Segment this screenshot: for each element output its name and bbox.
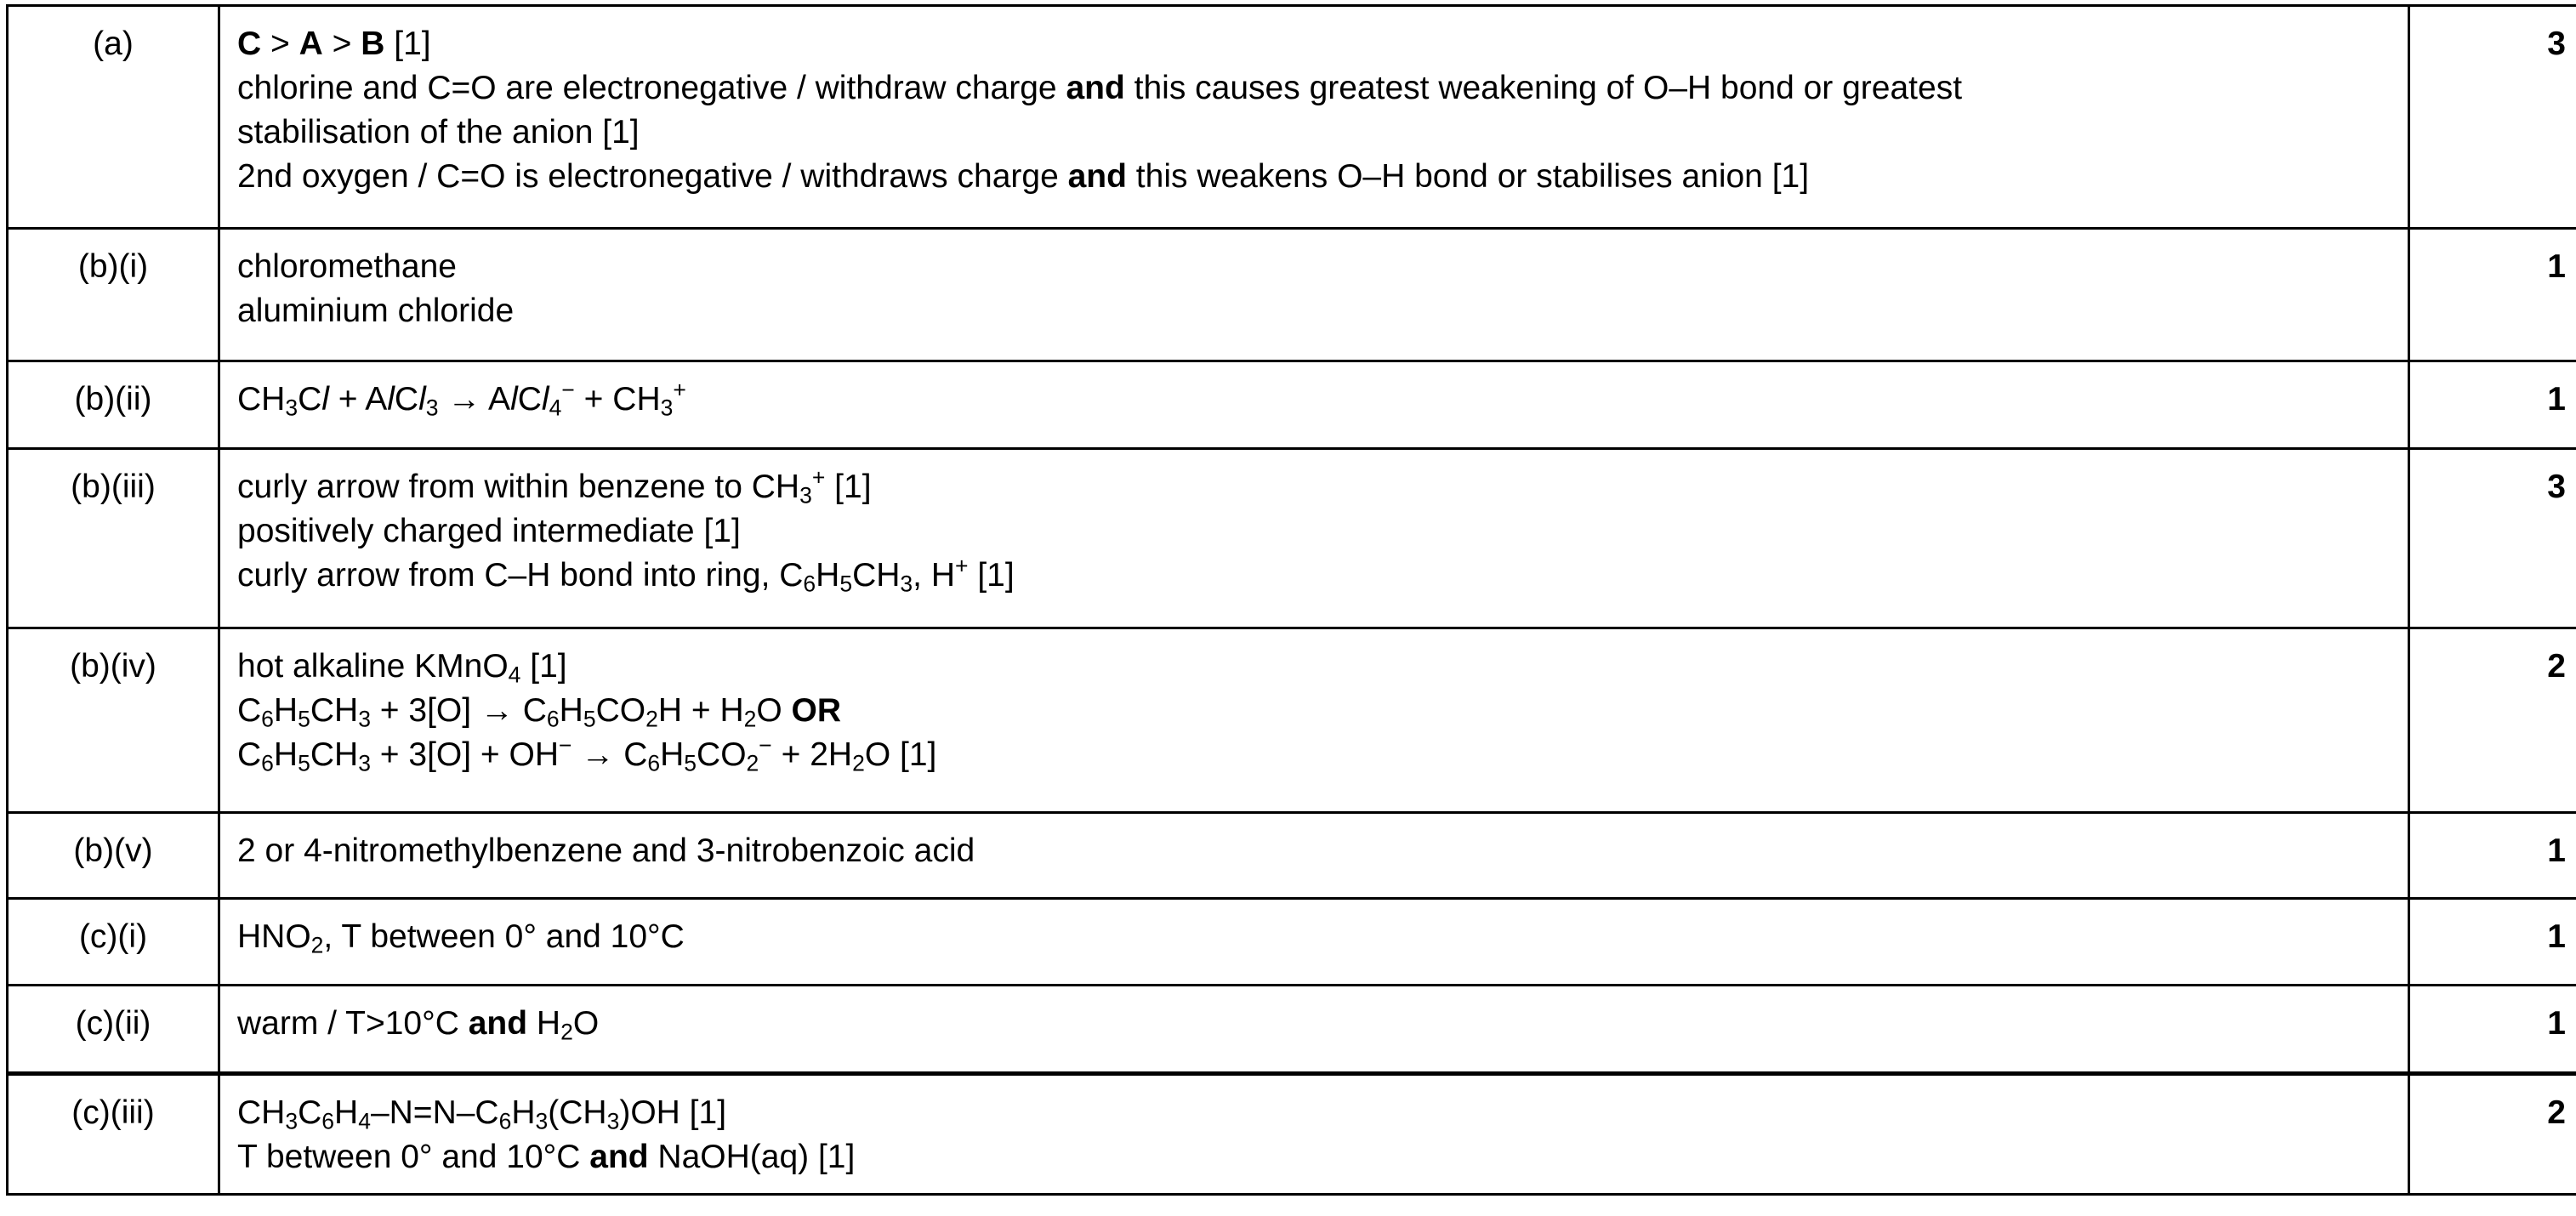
answer-text-segment: and [589, 1139, 649, 1175]
answer-text-segment: and [1067, 158, 1127, 195]
answer-text-segment: [1] [968, 557, 1015, 594]
answer-cell [219, 813, 2409, 899]
mark-scheme-table-continued-body [8, 1075, 2576, 1195]
answer-text-segment: 5 [583, 706, 596, 732]
answer-text-segment: C [298, 1094, 322, 1131]
answer-text-segment: O [756, 692, 792, 729]
answer-text-segment: 4 [508, 662, 521, 688]
answer-line [237, 1091, 2391, 1135]
answer-text-segment: + CH [574, 381, 661, 418]
answer-text-segment: 6 [498, 1108, 512, 1134]
answer-line [237, 554, 2391, 598]
answer-text-segment: A [299, 26, 323, 62]
answer-text-segment: H [273, 692, 299, 729]
answer-text-segment: 3 [285, 1108, 299, 1134]
table-row [8, 899, 2576, 986]
answer-text-segment: + [955, 553, 969, 579]
answer-text-segment: 3 [900, 571, 913, 597]
answer-text-segment: − [559, 732, 572, 759]
answer-text-segment: 3 [660, 395, 674, 421]
table-row [8, 6, 2576, 229]
answer-text-segment: 6 [546, 706, 560, 732]
answer-text-segment: H + H [657, 692, 744, 729]
answer-text-segment: this weakens O–H bond or stabilises anion [1] [1126, 158, 1810, 195]
marks-value: 2 [2409, 628, 2576, 813]
answer-line [237, 733, 2391, 777]
answer-cell [219, 449, 2409, 628]
answer-cell [219, 628, 2409, 813]
answer-text-segment: 6 [321, 1108, 335, 1134]
marks-value: 3 [2409, 6, 2576, 229]
answer-text-segment: [1] [520, 648, 567, 685]
answer-text-segment: curly arrow from within benzene to CH [237, 469, 800, 505]
answer-text-segment: H [660, 736, 685, 773]
question-number: (b)(i) [8, 229, 219, 361]
answer-text-segment: l [510, 381, 518, 418]
answer-text-segment: 2 [310, 932, 324, 958]
answer-cell [219, 229, 2409, 361]
answer-cell [219, 6, 2409, 229]
answer-text-segment: 3 [358, 706, 371, 732]
answer-line [237, 66, 2391, 111]
answer-text-segment: 4 [358, 1108, 371, 1134]
answer-line [237, 378, 2391, 422]
answer-text-segment: curly arrow from C–H bond into ring, C [237, 557, 804, 594]
answer-text-segment: − [759, 732, 772, 759]
answer-text-segment: l [321, 381, 329, 418]
answer-text-segment: l [387, 381, 395, 418]
answer-text-segment: 3 [606, 1108, 620, 1134]
answer-text-segment: CH [852, 557, 901, 594]
answer-text-segment: chloromethane [237, 248, 457, 285]
answer-cell [219, 1075, 2409, 1195]
question-number: (b)(iii) [8, 449, 219, 628]
marks-value: 3 [2409, 449, 2576, 628]
answer-text-segment: + 3[O] → C [370, 692, 547, 729]
answer-text-segment: C [237, 736, 262, 773]
answer-text-segment: hot alkaline KMnO [237, 648, 509, 685]
answer-text-segment: + [811, 464, 826, 491]
answer-text-segment: O [572, 1005, 600, 1042]
answer-text-segment: O [1] [864, 736, 937, 773]
mark-scheme-table-body [8, 6, 2576, 1073]
answer-text-segment: )OH [1] [619, 1094, 727, 1131]
marks-value: 1 [2409, 899, 2576, 986]
table-row [8, 813, 2576, 899]
answer-text-segment: 5 [839, 571, 853, 597]
answer-text-segment: H [334, 1094, 359, 1131]
answer-text-segment: this causes greatest weakening of O–H bond or greatest [1124, 70, 1963, 106]
answer-line [237, 245, 2391, 289]
marks-value: 2 [2409, 1075, 2576, 1195]
answer-text-segment: positively charged intermediate [1] [237, 513, 741, 549]
mark-scheme-table [6, 4, 2576, 1074]
marks-value: 1 [2409, 813, 2576, 899]
answer-text-segment: aluminium chloride [237, 293, 515, 329]
answer-text-segment: OR [791, 692, 842, 729]
question-number: (c)(iii) [8, 1075, 219, 1195]
answer-text-segment: CH [237, 1094, 286, 1131]
answer-text-segment: + 2H [771, 736, 853, 773]
answer-line [237, 22, 2391, 66]
answer-text-segment: , T between 0° and 10°C [323, 918, 685, 955]
answer-line [237, 465, 2391, 509]
answer-text-segment: − [561, 377, 575, 403]
answer-text-segment: 3 [535, 1108, 549, 1134]
answer-text-segment: (CH [548, 1094, 607, 1131]
answer-text-segment: [1] [825, 469, 872, 505]
answer-text-segment: H [511, 1094, 536, 1131]
answer-line [237, 1002, 2391, 1046]
answer-text-segment: → A [438, 381, 511, 418]
answer-line [237, 509, 2391, 554]
answer-text-segment: 3 [358, 750, 371, 776]
answer-text-segment: H [816, 557, 840, 594]
answer-text-segment: H [527, 1005, 561, 1042]
question-number: (c)(ii) [8, 986, 219, 1073]
question-number: (b)(v) [8, 813, 219, 899]
answer-text-segment: 4 [549, 395, 562, 421]
table-row [8, 361, 2576, 449]
answer-text-segment: l [541, 381, 549, 418]
answer-cell [219, 899, 2409, 986]
answer-line [237, 689, 2391, 733]
answer-text-segment: > [322, 26, 361, 62]
answer-text-segment: + [673, 377, 686, 403]
answer-text-segment: CH [237, 381, 286, 418]
answer-text-segment: warm / T>10°C [237, 1005, 469, 1042]
answer-text-segment: C [237, 692, 262, 729]
answer-text-segment: and [468, 1005, 528, 1042]
marks-value: 1 [2409, 986, 2576, 1073]
marks-value: 1 [2409, 229, 2576, 361]
answer-text-segment: 2 [645, 706, 658, 732]
answer-text-segment: 6 [261, 750, 274, 776]
answer-line [237, 289, 2391, 333]
answer-line [237, 111, 2391, 155]
answer-text-segment: 2 [746, 750, 759, 776]
answer-text-segment: B [361, 26, 385, 62]
answer-text-segment: H [559, 692, 583, 729]
answer-text-segment: and [1066, 70, 1125, 106]
answer-text-segment: CO [697, 736, 747, 773]
table-row [8, 1075, 2576, 1195]
mark-scheme-table-continued [6, 1073, 2576, 1196]
answer-line [237, 645, 2391, 689]
answer-text-segment: –N=N–C [370, 1094, 499, 1131]
answer-text-segment: 5 [684, 750, 697, 776]
answer-line [237, 829, 2391, 873]
answer-text-segment: 6 [261, 706, 274, 732]
answer-line [237, 1135, 2391, 1179]
answer-text-segment: T between 0° and 10°C [237, 1139, 590, 1175]
answer-text-segment: l [418, 381, 426, 418]
answer-text-segment: 3 [799, 482, 812, 509]
answer-text-segment: 6 [803, 571, 816, 597]
answer-text-segment: C [517, 381, 542, 418]
answer-text-segment: stabilisation of the anion [1] [237, 114, 640, 151]
answer-text-segment: 3 [285, 395, 299, 421]
answer-text-segment: + 3[O] + OH [370, 736, 560, 773]
answer-text-segment: + A [328, 381, 388, 418]
table-row [8, 449, 2576, 628]
answer-text-segment: H [273, 736, 299, 773]
answer-text-segment: 3 [425, 395, 439, 421]
table-row [8, 986, 2576, 1073]
answer-text-segment: > [261, 26, 299, 62]
answer-text-segment: C [298, 381, 322, 418]
answer-text-segment: C [237, 26, 262, 62]
answer-text-segment: CH [310, 736, 359, 773]
answer-text-segment: 6 [647, 750, 661, 776]
question-number: (b)(iv) [8, 628, 219, 813]
answer-text-segment: 2 [743, 706, 757, 732]
answer-text-segment: [1] [384, 26, 431, 62]
answer-text-segment: NaOH(aq) [1] [648, 1139, 856, 1175]
answer-text-segment: HNO [237, 918, 311, 955]
answer-text-segment: CO [595, 692, 646, 729]
answer-text-segment: → C [571, 736, 648, 773]
table-row [8, 628, 2576, 813]
answer-text-segment: 5 [298, 750, 310, 776]
answer-text-segment: 2 or 4-nitromethylbenzene and 3-nitrobenzoic acid [237, 832, 975, 869]
answer-cell [219, 986, 2409, 1073]
answer-text-segment: , H [913, 557, 956, 594]
answer-text-segment: 2 [852, 750, 865, 776]
answer-text-segment: 5 [298, 706, 310, 732]
answer-text-segment: 2 [560, 1019, 573, 1045]
answer-line [237, 155, 2391, 199]
answer-line [237, 915, 2391, 959]
marks-value: 1 [2409, 361, 2576, 449]
answer-text-segment: 2nd oxygen / C=O is electronegative / withdraws charge [237, 158, 1068, 195]
answer-text-segment: CH [310, 692, 359, 729]
answer-text-segment: chlorine and C=O are electronegative / withdraw charge [237, 70, 1066, 106]
answer-cell [219, 361, 2409, 449]
answer-text-segment: C [394, 381, 419, 418]
table-row [8, 229, 2576, 361]
question-number: (b)(ii) [8, 361, 219, 449]
question-number: (c)(i) [8, 899, 219, 986]
question-number: (a) [8, 6, 219, 229]
